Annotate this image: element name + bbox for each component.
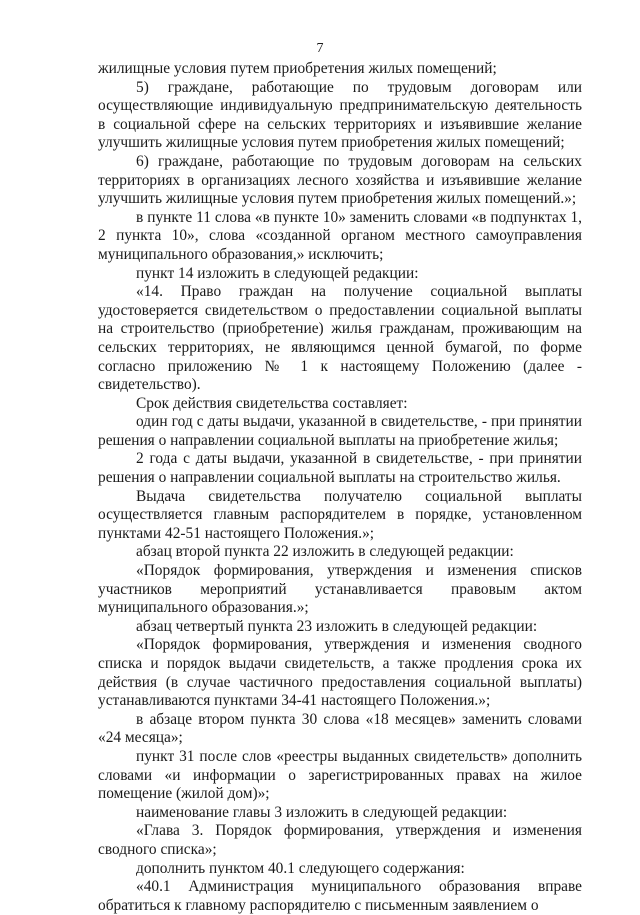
paragraph: в абзаце втором пункта 30 слова «18 месяцев» заменить словами «24 месяца»; xyxy=(98,710,582,747)
paragraph: «Порядок формирования, утверждения и изменения сводного списка и порядок выдачи свидетельств, а также продления срока их действия (в случае частичного предоставления социальной выплаты) устанавливаются пунктами 34-41 настоящего Положения.»; xyxy=(98,636,582,710)
paragraph: «Порядок формирования, утверждения и изменения списков участников мероприятий устанавливается правовым актом муниципального образования.»; xyxy=(98,562,582,617)
paragraph: Срок действия свидетельства составляет: xyxy=(136,394,408,412)
paragraph: абзац четвертый пункта 23 изложить в следующей редакции: xyxy=(136,617,538,635)
paragraph: абзац второй пункта 22 изложить в следующей редакции: xyxy=(136,543,514,561)
paragraph: «40.1 Администрация муниципального образования вправе обратиться к главному распорядителю с письменным заявлением о xyxy=(98,878,582,914)
paragraph: наименование главы 3 изложить в следующей редакции: xyxy=(136,803,508,821)
paragraph: дополнить пунктом 40.1 следующего содержания: xyxy=(136,859,465,877)
paragraph: в пункте 11 слова «в пункте 10» заменить словами «в подпунктах 1, 2 пункта 10», слова «созданной органом местного самоуправления муниципального образования,» исключить; xyxy=(98,208,582,263)
paragraph: пункт 14 изложить в следующей редакции: xyxy=(136,264,419,282)
paragraph: Выдача свидетельства получателю социальной выплаты осуществляется главным распорядителем в порядке, установленном пунктами 42-51 настоящего Положения.»; xyxy=(98,487,582,542)
document-body xyxy=(98,60,582,915)
paragraph: жилищные условия путем приобретения жилых помещений; xyxy=(98,60,497,77)
paragraph: «14. Право граждан на получение социальной выплаты удостоверяется свидетельством о предоставлении социальной выплаты на строительство (приобретение) жилья гражданам, проживающим на сельских территориях, не являющимся ценной бумагой, по форме согласно приложению № 1 к настоящему Положению (далее - свидетельство). xyxy=(98,283,582,394)
page-number: 7 xyxy=(316,41,324,56)
paragraph: 2 года с даты выдачи, указанной в свидетельстве, - при принятии решения о направлении социальной выплаты на строительство жилья. xyxy=(98,450,582,487)
paragraph: 5) граждане, работающие по трудовым договорам или осуществляющие индивидуальную предпринимательскую деятельность в социальной сфере на сельских территориях и изъявившие желание улучшить жилищные условия путем приобретения жилых помещений; xyxy=(98,78,582,152)
paragraph: 6) граждане, работающие по трудовым договорам на сельских территориях в организациях лесного хозяйства и изъявившие желание улучшить жилищные условия путем приобретения жилых помещений.»; xyxy=(98,152,582,208)
paragraph: «Глава 3. Порядок формирования, утверждения и изменения сводного списка»; xyxy=(98,822,582,858)
paragraph: один год с даты выдачи, указанной в свидетельстве, - при принятии решения о направлении социальной выплаты на приобретение жилья; xyxy=(98,413,582,449)
paragraph: пункт 31 после слов «реестры выданных свидетельств» дополнить словами «и информации о зарегистрированных правах на жилое помещение (жилой дом)»; xyxy=(98,747,582,803)
